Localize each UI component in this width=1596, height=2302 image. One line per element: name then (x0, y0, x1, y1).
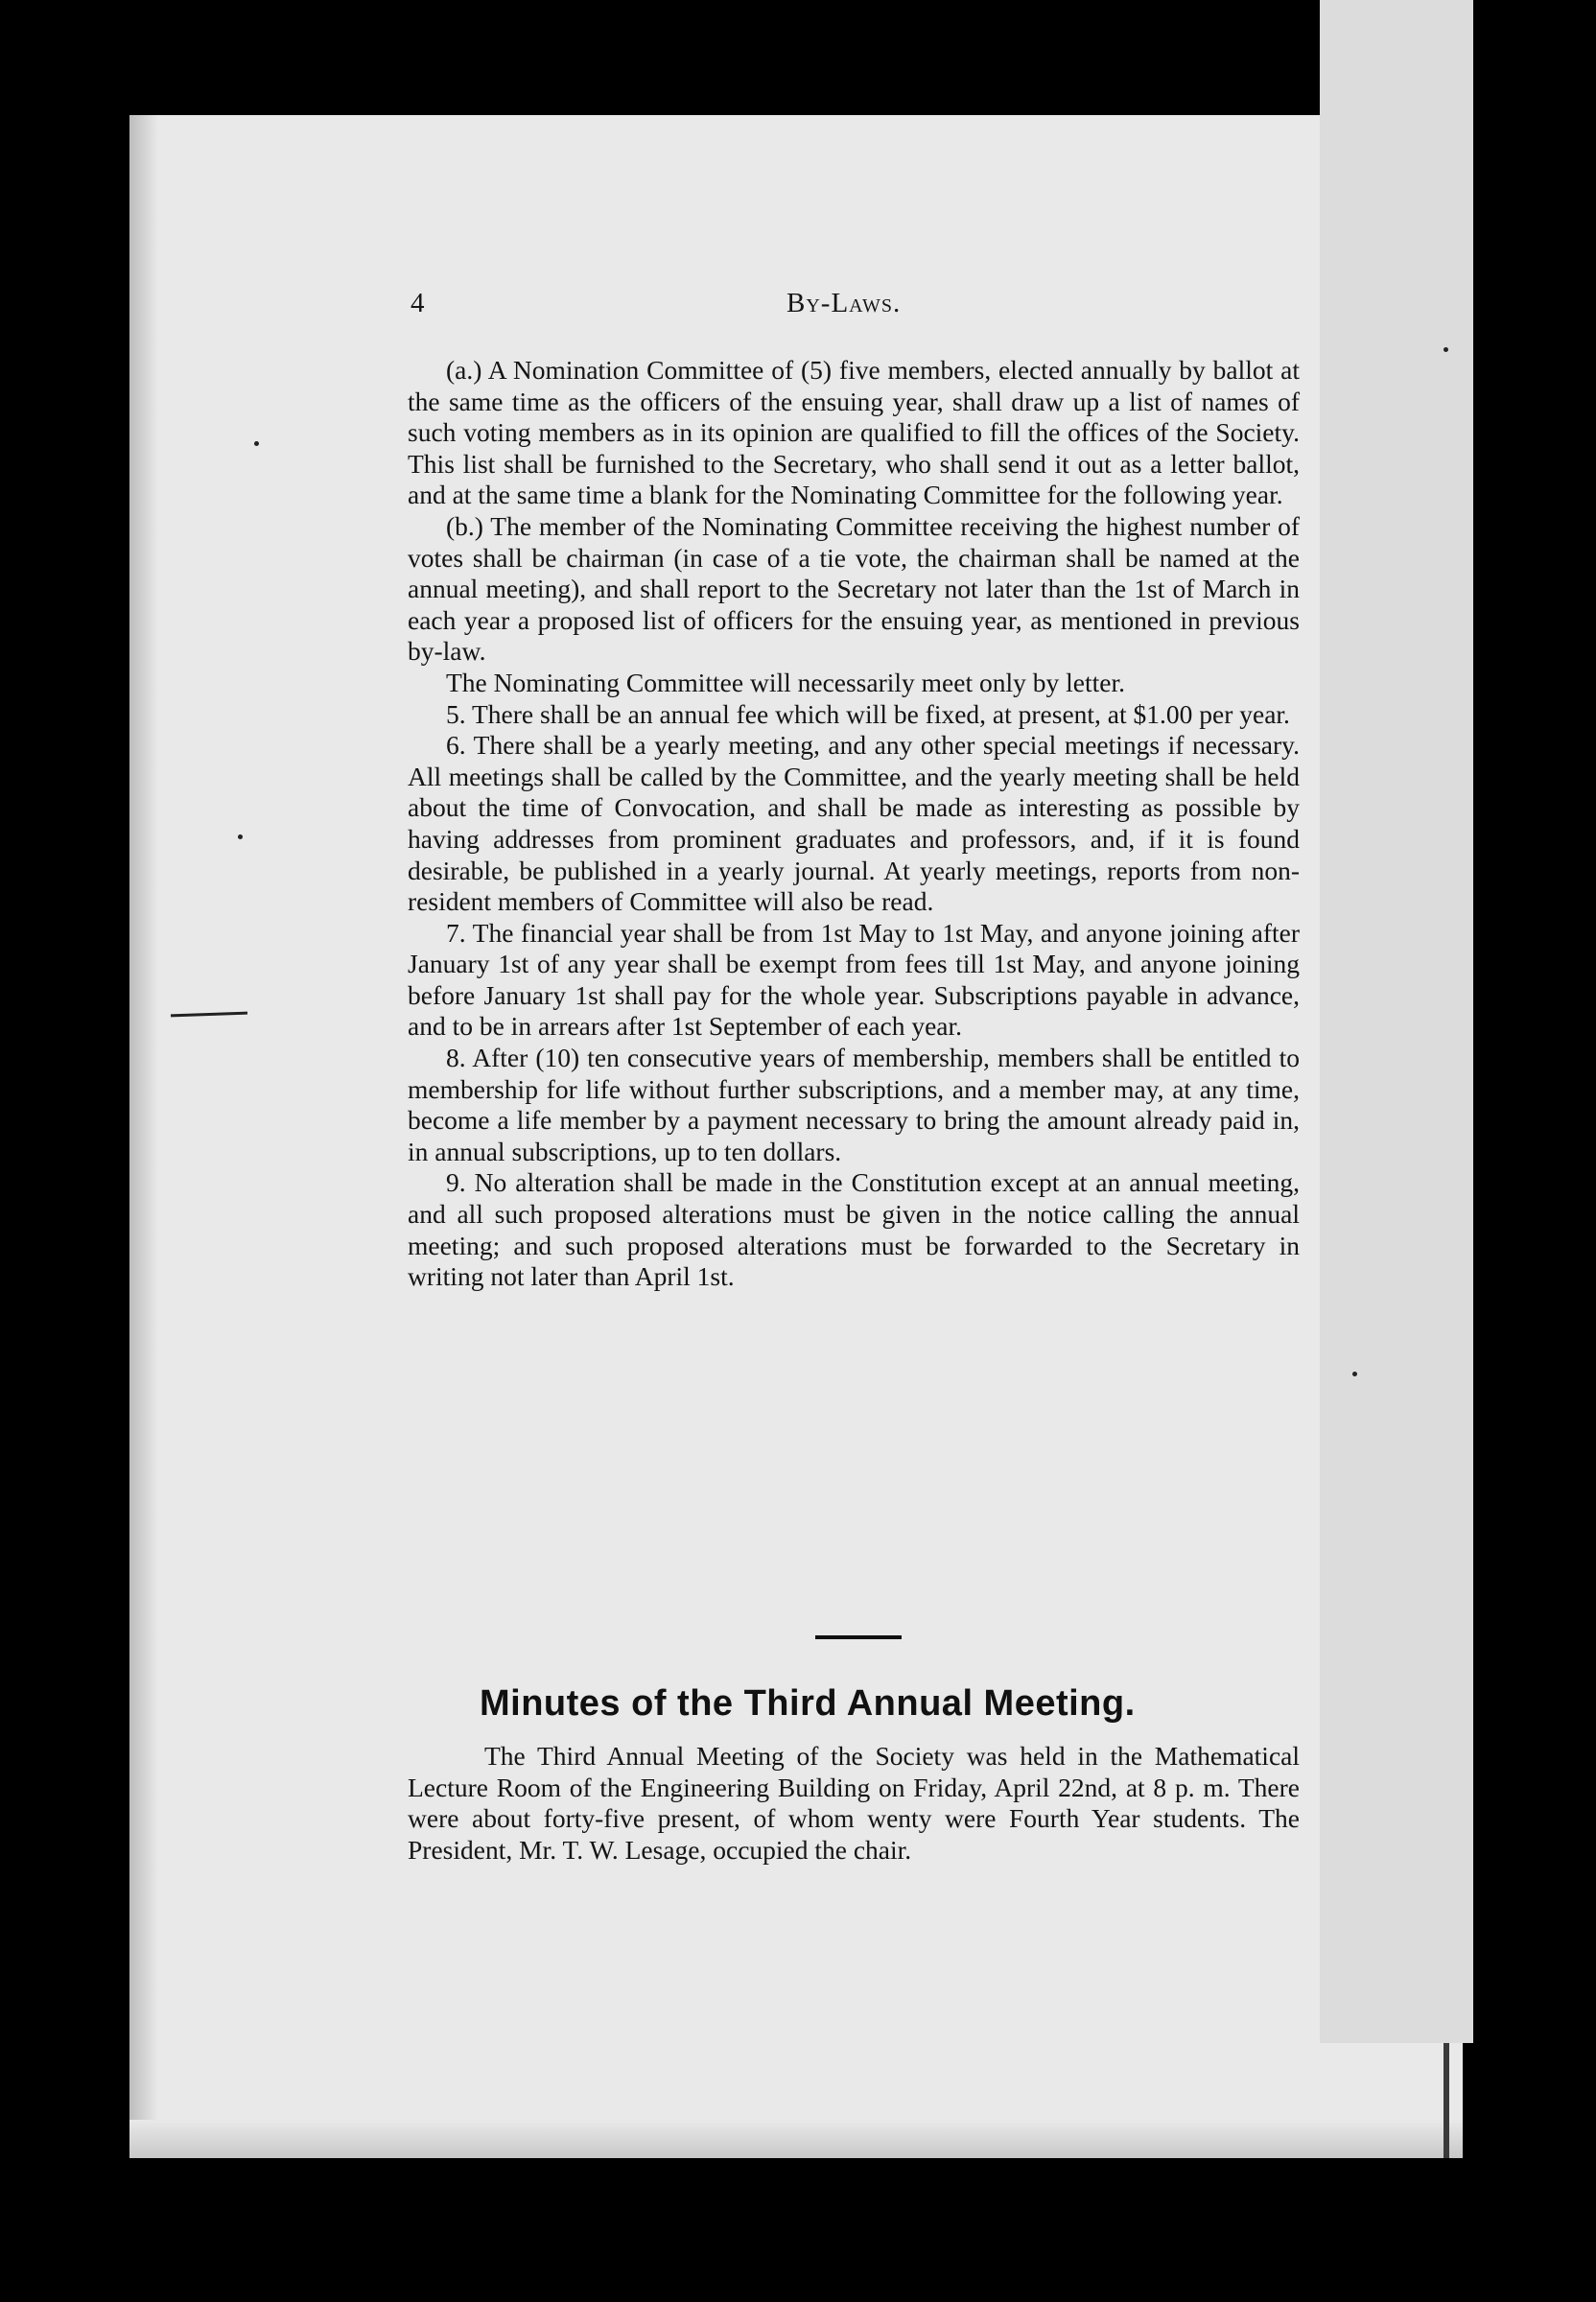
bylaw-paragraph: 6. There shall be a yearly meeting, and any other special meetings if necessary. All meetings shall be called by the Committee, and the yearly meeting shall be held about the time of Convocation, and shall be made as interesting as possible by having addresses from prominent graduates and professors, and, if it is found desirable, be published in a yearly journal. At yearly meetings, reports from non-resident members of Committee will also be read. (408, 730, 1300, 917)
speck (1443, 347, 1448, 352)
speck (238, 834, 243, 839)
bylaws-text (408, 355, 1300, 1293)
speck (254, 441, 259, 446)
page-shadow-left (129, 115, 158, 2158)
page-number: 4 (411, 288, 425, 318)
minutes-heading: Minutes of the Third Annual Meeting. (480, 1683, 1136, 1724)
minutes-text (408, 1741, 1300, 1866)
section-divider (815, 1635, 902, 1639)
page-shadow-bottom (129, 2120, 1463, 2158)
bylaw-paragraph: 5. There shall be an annual fee which will be fixed, at present, at $1.00 per year. (446, 698, 1290, 729)
page-header (288, 288, 1295, 330)
bylaw-paragraph: 7. The financial year shall be from 1st May to 1st May, and anyone joining after January 1st of any year shall be exempt from fees till 1st May, and anyone joining before January 1st shall pay for the whole year. Subscriptions payable in advance, and to be in arrears after 1st September of each year. (408, 917, 1300, 1042)
bylaw-paragraph: 9. No alteration shall be made in the Constitution except at an annual meeting, and all such proposed alterations must be given in the notice calling the annual meeting; and such proposed alterations must be forwarded to the Secretary in writing not later than April 1st. (408, 1167, 1300, 1292)
running-title: By-Laws. (786, 288, 902, 318)
bylaw-paragraph: 8. After (10) ten consecutive years of membership, members shall be entitled to membership for life without further subscriptions, and a member may, at any time, become a life member by a payment necessary to bring the amount already paid in, in annual subscriptions, up to ten dollars. (408, 1043, 1300, 1166)
speck (1352, 1372, 1357, 1376)
facing-page-edge (1320, 0, 1473, 2043)
bylaw-paragraph: (a.) A Nomination Committee of (5) five members, elected annually by ballot at the same time as the officers of the ensuing year, shall draw up a list of names of such voting members as in its opinion are qualified to fill the offices of the Society. This list shall be furnished to the Secretary, who shall send it out as a letter ballot, and at the same time a blank for the Nominating Committee for the following year. (408, 355, 1300, 510)
bylaw-paragraph: The Nominating Committee will necessarily meet only by letter. (446, 667, 1125, 697)
bylaw-paragraph: (b.) The member of the Nominating Committee receiving the highest number of votes shall be chairman (in case of a tie vote, the chairman shall be named at the annual meeting), and shall report to the Secretary not later than the 1st of March in each year a proposed list of officers for the ensuing year, as mentioned in previous by-law. (408, 510, 1300, 667)
minutes-paragraph: The Third Annual Meeting of the Society was held in the Mathematical Lecture Room of the Engineering Building on Friday, April 22nd, at 8 p. m. There were about forty-five present, of whom wenty were Fourth Year students. The President, Mr. T. W. Lesage, occupied the chair. (408, 1741, 1300, 1865)
